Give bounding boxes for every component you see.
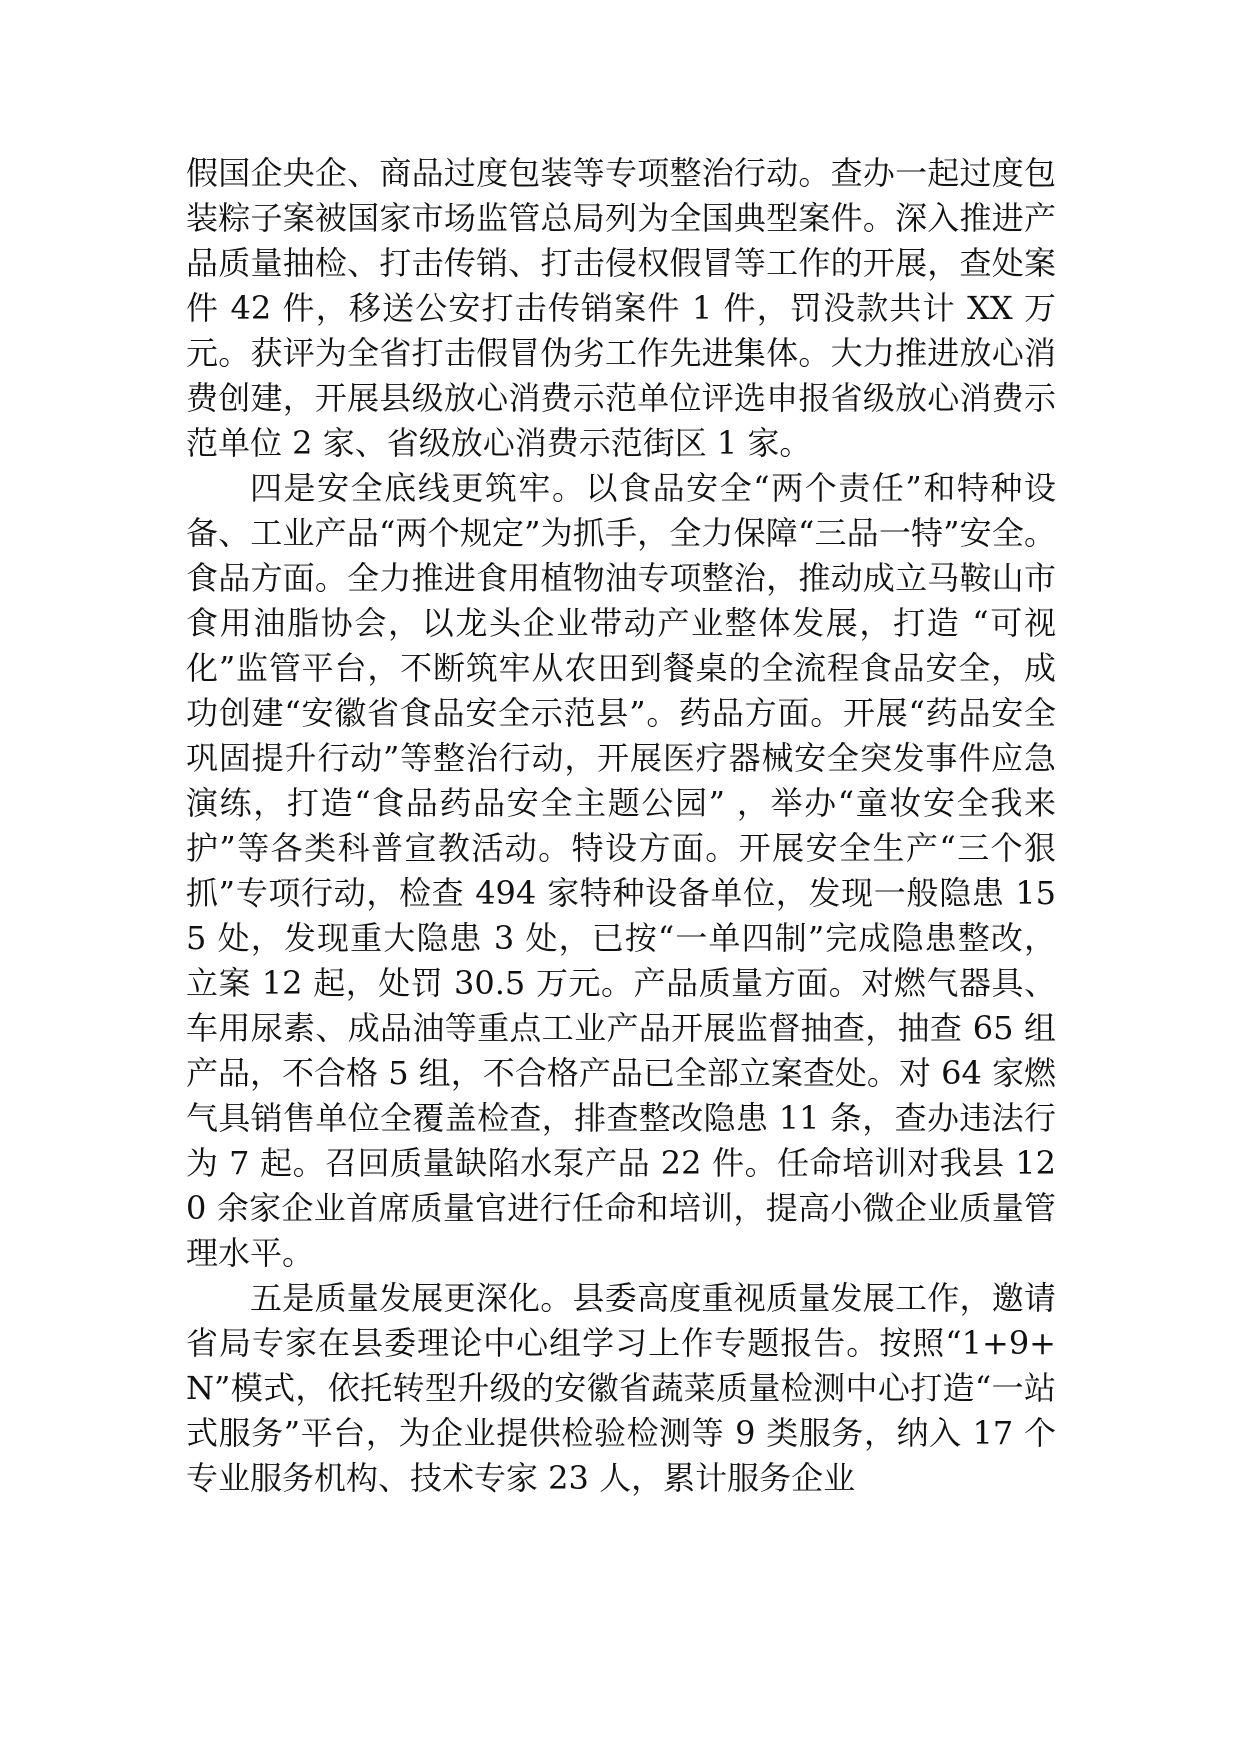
paragraph-continuation: 假国企央企、商品过度包装等专项整治行动。查办一起过度包装粽子案被国家市场监管总局列为全国典型案件。深入推进产品质量抽检、打击传销、打击侵权假冒等工作的开展，查处案件 42 件，移送公安打击传销案件 1 件，罚没款共计 XX 万元。获评为全省打击假冒伪劣工作先进集体。大力推进放心消费创建，开展县级放心消费示范单位评选申报省级放心消费示范单位 2 家、省级放心消费示范街区 1 家。 [186,154,1056,462]
paragraph-quality-development: 五是质量发展更深化。县委高度重视质量发展工作，邀请省局专家在县委理论中心组学习上作专题报告。按照“1+9+N”模式，依托转型升级的安徽省蔬菜质量检测中心打造“一站式服务”平台，为企业提供检验检测等 9 类服务，纳入 17 个专业服务机构、技术专家 23 人，累计服务企业 [186,1279,1056,1497]
paragraph-safety-baseline: 四是安全底线更筑牢。以食品安全“两个责任”和特种设备、工业产品“两个规定”为抓手，全力保障“三品一特”安全。食品方面。全力推进食用植物油专项整治，推动成立马鞍山市食用油脂协会，以龙头企业带动产业整体发展，打造 “可视化”监管平台，不断筑牢从农田到餐桌的全流程食品安全，成功创建“安徽省食品安全示范县”。药品方面。开展“药品安全巩固提升行动”等整治行动，开展医疗器械安全突发事件应急演练，打造“食品药品安全主题公园” ，举办“童妆安全我来护”等各类科普宣教活动。特设方面。开展安全生产“三个狠抓”专项行动，检查 494 家特种设备单位，发现一般隐患 155 处，发现重大隐患 3 处，已按“一单四制”完成隐患整改，立案 12 起，处罚 30.5 万元。产品质量方面。对燃气器具、车用尿素、成品油等重点工业产品开展监督抽查，抽查 65 组产品，不合格 5 组，不合格产品已全部立案查处。对 64 家燃气具销售单位全覆盖检查，排查整改隐患 11 条，查办违法行为 7 起。召回质量缺陷水泵产品 22 件。任命培训对我县 120 余家企业首席质量官进行任命和培训，提高小微企业质量管理水平。 [186,469,1056,1272]
body-text [186,151,1056,1501]
